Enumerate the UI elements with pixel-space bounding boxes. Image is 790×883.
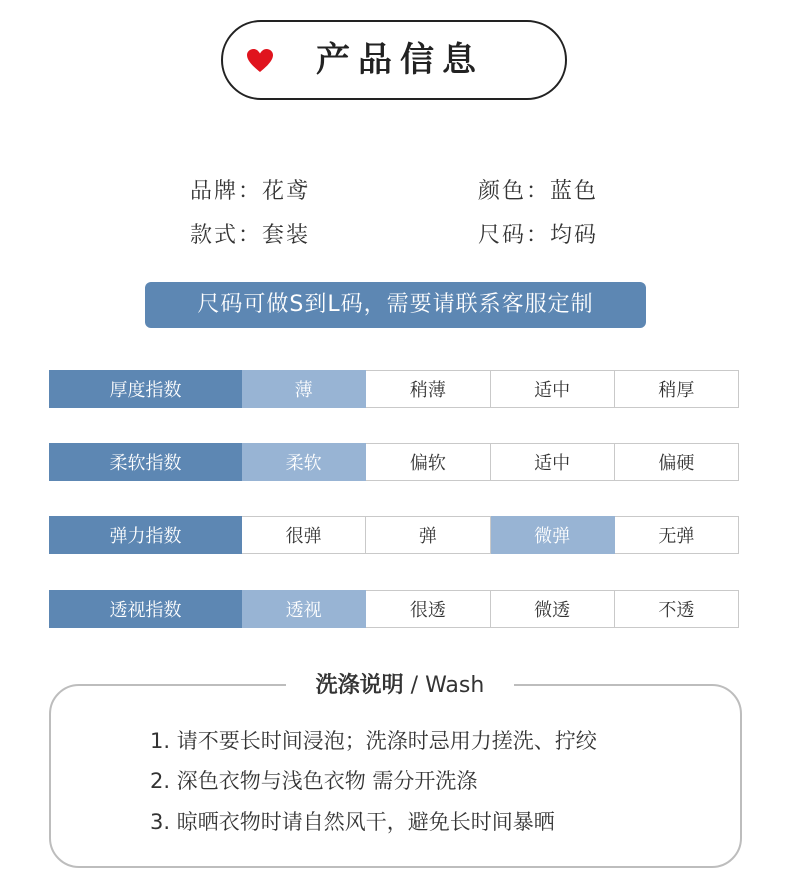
wash-title-cn: 洗涤说明 — [315, 673, 404, 698]
scale-row-elasticity — [49, 516, 739, 554]
wash-title — [286, 666, 514, 706]
wash-item: 2. 深色衣物与浅色衣物 需分开洗涤 — [150, 769, 478, 793]
scale-option: 适中 — [491, 443, 615, 481]
scale-label: 柔软指数 — [49, 443, 242, 481]
scale-option: 透视 — [242, 590, 366, 628]
scale-option: 稍厚 — [615, 370, 739, 408]
scale-label: 透视指数 — [49, 590, 242, 628]
size-banner: 尺码可做S到L码，需要请联系客服定制 — [145, 282, 646, 328]
wash-title-en: / Wash — [403, 673, 485, 698]
style-info: 款式：套装 — [190, 223, 311, 248]
scale-label: 厚度指数 — [49, 370, 242, 408]
page-title: 产品信息 — [316, 40, 484, 80]
scale-option: 弹 — [366, 516, 490, 554]
scale-row-transparency — [49, 590, 739, 628]
scale-option: 很透 — [366, 590, 490, 628]
scale-row-softness — [49, 443, 739, 481]
scale-option: 适中 — [491, 370, 615, 408]
scale-option: 偏硬 — [615, 443, 739, 481]
scale-option: 无弹 — [615, 516, 739, 554]
color-info: 颜色：蓝色 — [478, 179, 599, 204]
scale-row-thickness — [49, 370, 739, 408]
scale-option: 稍薄 — [366, 370, 490, 408]
brand-info: 品牌：花鸢 — [190, 179, 311, 204]
scale-option: 不透 — [615, 590, 739, 628]
scale-option: 微透 — [491, 590, 615, 628]
scale-option: 很弹 — [242, 516, 366, 554]
scale-option: 柔软 — [242, 443, 366, 481]
scale-option: 微弹 — [491, 516, 615, 554]
wash-item: 3. 晾晒衣物时请自然风干，避免长时间暴晒 — [150, 810, 555, 834]
scale-option: 薄 — [242, 370, 366, 408]
scale-option: 偏软 — [366, 443, 490, 481]
heart-icon — [246, 48, 274, 74]
wash-item: 1. 请不要长时间浸泡；洗涤时忌用力搓洗、拧绞 — [150, 729, 597, 753]
size-info: 尺码：均码 — [478, 223, 599, 248]
scale-label: 弹力指数 — [49, 516, 242, 554]
